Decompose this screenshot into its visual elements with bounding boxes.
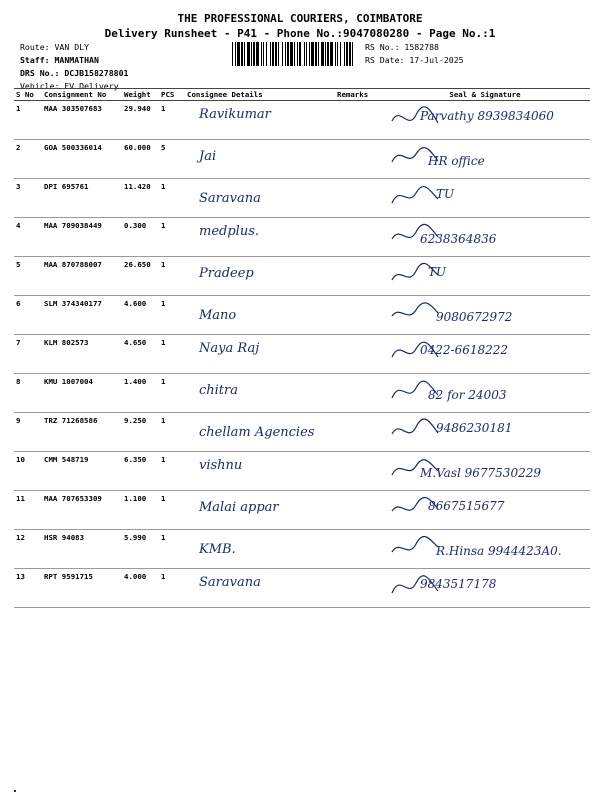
signature-cell — [380, 335, 590, 374]
remarks-cell — [335, 296, 380, 335]
col-weight: Weight — [122, 89, 159, 101]
runsheet-table — [14, 88, 590, 608]
signature-cell — [380, 452, 590, 491]
consignee-handwriting: chellam Agencies — [199, 425, 315, 440]
col-signature: Seal & Signature — [380, 89, 590, 101]
consignee-handwriting: Pradeep — [199, 266, 254, 281]
signature-cell — [380, 374, 590, 413]
pcs-cell: 1 — [159, 257, 185, 296]
sno-cell: 10 — [14, 452, 42, 491]
pcs-cell: 1 — [159, 101, 185, 140]
signature-handwriting: HR office — [428, 154, 485, 168]
page-speck — [14, 790, 16, 792]
drs-number: DRS No.: DCJB158278801 — [20, 68, 129, 78]
remarks-cell — [335, 491, 380, 530]
table-row — [14, 491, 590, 530]
signature-handwriting: M.Vasl 9677530229 — [420, 466, 541, 480]
remarks-cell — [335, 569, 380, 608]
table-header-row — [14, 89, 590, 101]
consignee-handwriting: Saravana — [199, 191, 261, 206]
pcs-cell: 1 — [159, 530, 185, 569]
remarks-cell — [335, 374, 380, 413]
pcs-cell: 5 — [159, 140, 185, 179]
signature-handwriting: 0422-6618222 — [420, 343, 509, 357]
consignee-cell — [185, 218, 335, 257]
sno-cell: 13 — [14, 569, 42, 608]
consignee-cell — [185, 569, 335, 608]
consignee-cell — [185, 413, 335, 452]
remarks-cell — [335, 218, 380, 257]
weight-cell: 4.600 — [122, 296, 159, 335]
col-remarks: Remarks — [335, 89, 380, 101]
pcs-cell: 1 — [159, 374, 185, 413]
sno-cell: 3 — [14, 179, 42, 218]
consignee-handwriting: Jai — [199, 149, 217, 164]
consignment-cell: MAA 707653309 — [42, 491, 122, 530]
consignment-cell: KMU 1007004 — [42, 374, 122, 413]
consignee-handwriting: Naya Raj — [199, 341, 260, 356]
pcs-cell: 1 — [159, 179, 185, 218]
consignee-cell — [185, 140, 335, 179]
signature-handwriting: TU — [436, 187, 455, 201]
signature-handwriting: 9486230181 — [436, 421, 513, 435]
pcs-cell: 1 — [159, 452, 185, 491]
route-label: Route: VAN DLY — [20, 42, 90, 52]
consignment-cell: KLM 802573 — [42, 335, 122, 374]
consignee-handwriting: chitra — [199, 383, 238, 398]
table-row — [14, 218, 590, 257]
remarks-cell — [335, 179, 380, 218]
signature-cell — [380, 413, 590, 452]
consignment-cell: GOA 500336014 — [42, 140, 122, 179]
consignee-cell — [185, 335, 335, 374]
consignment-cell: SLM 374340177 — [42, 296, 122, 335]
table-row — [14, 413, 590, 452]
vehicle-label: Vehicle: EV Delivery — [20, 81, 119, 91]
sno-cell: 8 — [14, 374, 42, 413]
consignee-cell — [185, 179, 335, 218]
weight-cell: 60.000 — [122, 140, 159, 179]
pcs-cell: 1 — [159, 491, 185, 530]
company-name: THE PROFESSIONAL COURIERS, COIMBATORE — [177, 12, 423, 25]
signature-handwriting: 6238364836 — [420, 232, 497, 246]
table-row — [14, 140, 590, 179]
consignee-handwriting: Mano — [199, 308, 237, 323]
pcs-cell: 1 — [159, 413, 185, 452]
remarks-cell — [335, 335, 380, 374]
signature-cell — [380, 491, 590, 530]
weight-cell: 29.940 — [122, 101, 159, 140]
signature-scribble — [390, 259, 530, 289]
pcs-cell: 1 — [159, 335, 185, 374]
weight-cell: 4.650 — [122, 335, 159, 374]
rs-number: RS No.: 1582788 — [365, 42, 439, 52]
consignee-handwriting: KMB. — [199, 542, 236, 557]
pcs-cell: 1 — [159, 218, 185, 257]
table-row — [14, 335, 590, 374]
sno-cell: 6 — [14, 296, 42, 335]
weight-cell: 26.650 — [122, 257, 159, 296]
remarks-cell — [335, 140, 380, 179]
col-consignment: Consignment No — [42, 89, 122, 101]
table-row — [14, 569, 590, 608]
signature-scribble — [390, 181, 530, 211]
consignment-cell: MAA 709038449 — [42, 218, 122, 257]
table-row — [14, 296, 590, 335]
weight-cell: 1.100 — [122, 491, 159, 530]
consignment-cell: RPT 9591715 — [42, 569, 122, 608]
signature-cell — [380, 218, 590, 257]
sno-cell: 2 — [14, 140, 42, 179]
remarks-cell — [335, 530, 380, 569]
signature-cell — [380, 140, 590, 179]
weight-cell: 0.300 — [122, 218, 159, 257]
signature-handwriting: Parvathy 8939834060 — [420, 109, 554, 123]
signature-handwriting: 8667515677 — [428, 499, 505, 513]
consignment-cell: TRZ 71268586 — [42, 413, 122, 452]
consignment-cell: MAA 870788007 — [42, 257, 122, 296]
consignee-handwriting: Malai appar — [199, 500, 279, 515]
weight-cell: 9.250 — [122, 413, 159, 452]
signature-handwriting: TU — [428, 265, 447, 279]
meta-right — [365, 41, 464, 67]
col-consignee: Consignee Details — [185, 89, 335, 101]
signature-handwriting: R.Hinsa 9944423A0. — [436, 544, 562, 558]
consignee-cell — [185, 257, 335, 296]
signature-cell — [380, 569, 590, 608]
signature-cell — [380, 101, 590, 140]
consignee-handwriting: Saravana — [199, 575, 261, 590]
sno-cell: 9 — [14, 413, 42, 452]
weight-cell: 11.420 — [122, 179, 159, 218]
consignee-handwriting: vishnu — [199, 458, 243, 473]
table-row — [14, 179, 590, 218]
weight-cell: 6.350 — [122, 452, 159, 491]
rs-date: RS Date: 17-Jul-2025 — [365, 55, 464, 65]
consignee-cell — [185, 452, 335, 491]
table-row — [14, 452, 590, 491]
signature-cell — [380, 179, 590, 218]
signature-handwriting: 9843517178 — [420, 577, 497, 591]
remarks-cell — [335, 257, 380, 296]
consignee-cell — [185, 101, 335, 140]
consignment-cell: CMM 548719 — [42, 452, 122, 491]
consignee-handwriting: Ravikumar — [199, 107, 271, 122]
sno-cell: 4 — [14, 218, 42, 257]
consignment-cell: HSR 94083 — [42, 530, 122, 569]
sno-cell: 7 — [14, 335, 42, 374]
signature-cell — [380, 296, 590, 335]
consignee-cell — [185, 530, 335, 569]
table-row — [14, 374, 590, 413]
consignment-cell: MAA 303507683 — [42, 101, 122, 140]
weight-cell: 5.990 — [122, 530, 159, 569]
signature-handwriting: 9080672972 — [436, 310, 513, 324]
remarks-cell — [335, 101, 380, 140]
consignee-cell — [185, 374, 335, 413]
consignee-cell — [185, 491, 335, 530]
table-row — [14, 530, 590, 569]
pcs-cell: 1 — [159, 296, 185, 335]
consignee-handwriting: medplus. — [199, 224, 259, 239]
consignment-cell: DPI 695761 — [42, 179, 122, 218]
weight-cell: 1.400 — [122, 374, 159, 413]
meta-left — [20, 41, 128, 93]
table-row — [14, 257, 590, 296]
signature-cell — [380, 257, 590, 296]
sno-cell: 1 — [14, 101, 42, 140]
consignee-cell — [185, 296, 335, 335]
sno-cell: 11 — [14, 491, 42, 530]
remarks-cell — [335, 452, 380, 491]
table-row — [14, 101, 590, 140]
signature-handwriting: 82 for 24003 — [428, 388, 507, 402]
weight-cell: 4.000 — [122, 569, 159, 608]
col-pcs: PCS — [159, 89, 185, 101]
barcode — [232, 42, 358, 66]
sno-cell: 12 — [14, 530, 42, 569]
pcs-cell: 1 — [159, 569, 185, 608]
col-sno: S No — [14, 89, 42, 101]
signature-cell — [380, 530, 590, 569]
runsheet-subtitle: Delivery Runsheet - P41 - Phone No.:9047080280 - Page No.:1 — [104, 27, 496, 40]
remarks-cell — [335, 413, 380, 452]
sno-cell: 5 — [14, 257, 42, 296]
staff-label: Staff: MANMATHAN — [20, 55, 99, 65]
